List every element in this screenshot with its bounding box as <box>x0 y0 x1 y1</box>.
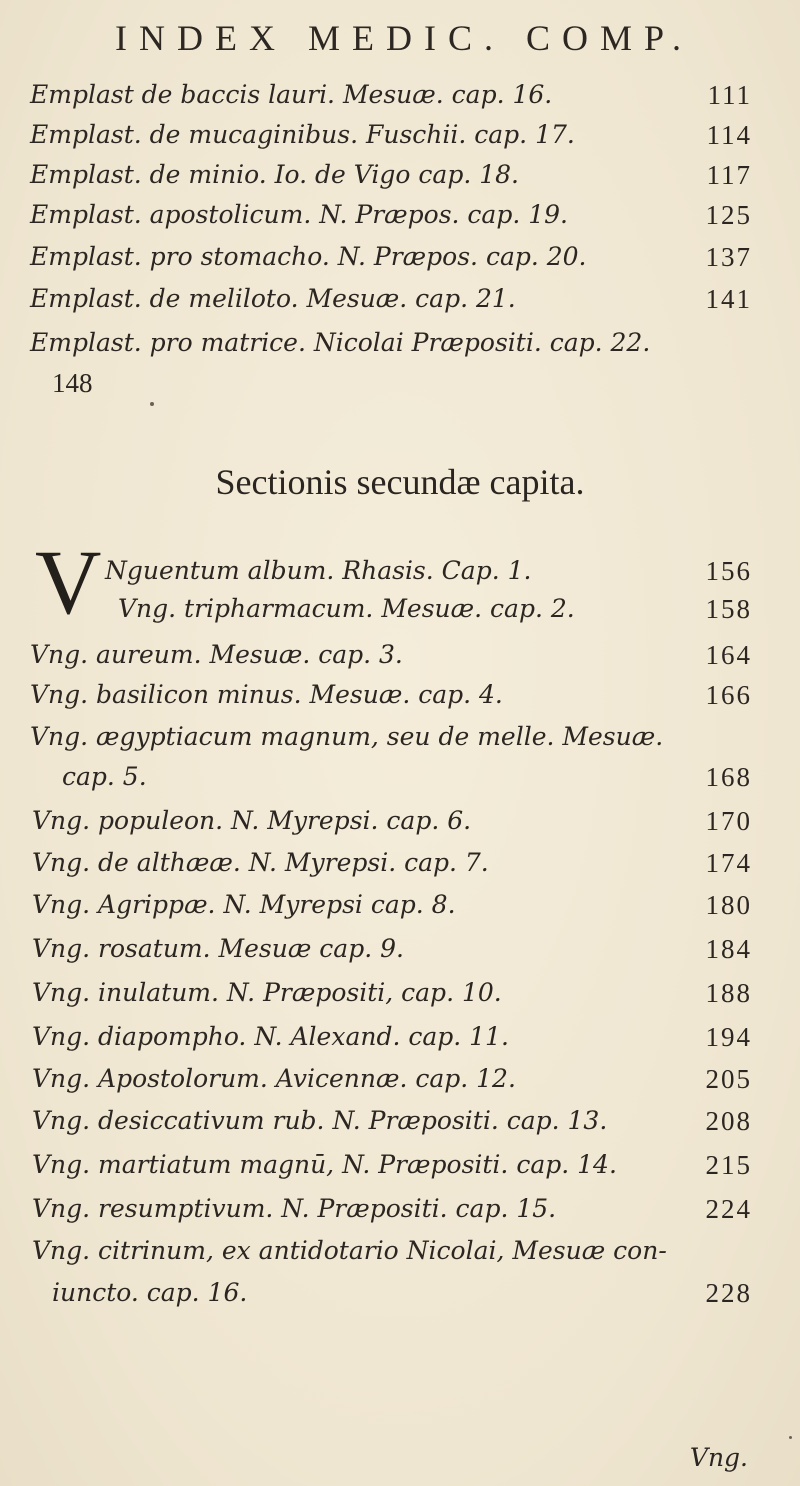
index-entry <box>0 76 800 116</box>
entry-text: Vng. resumptivum. N. Præpositi. cap. 15. <box>32 1194 557 1223</box>
page-number: 117 <box>706 160 752 190</box>
page-number: 141 <box>705 284 752 314</box>
entry-text: Vng. populeon. N. Myrepsi. cap. 6. <box>32 806 472 835</box>
index-entry <box>0 590 800 630</box>
ink-speck <box>150 402 154 406</box>
entry-text: Vng. ægyptiacum magnum, seu de melle. Mesuæ. <box>30 722 664 751</box>
page-number: 111 <box>707 80 752 110</box>
page-number: 125 <box>705 200 752 230</box>
page-number: 215 <box>705 1150 752 1180</box>
index-entry <box>0 1102 800 1142</box>
section-heading: Sectionis secundæ capita. <box>215 462 585 502</box>
page-number: 194 <box>705 1022 752 1052</box>
page-number: 205 <box>705 1064 752 1094</box>
index-entry <box>0 886 800 926</box>
page-number: 180 <box>705 890 752 920</box>
entry-text: Emplast. de mucaginibus. Fuschii. cap. 17. <box>30 120 575 149</box>
entry-text-continuation: cap. 5. <box>62 762 147 791</box>
index-entry <box>0 552 800 592</box>
page-number: 170 <box>705 806 752 836</box>
index-entry <box>0 1018 800 1058</box>
drop-cap-initial: V <box>35 531 102 633</box>
page-number: 228 <box>705 1278 752 1308</box>
index-entry <box>0 156 800 196</box>
index-entry <box>0 116 800 156</box>
index-entry <box>0 718 800 758</box>
entry-text: Vng. rosatum. Mesuæ cap. 9. <box>32 934 404 963</box>
entry-text: Vng. Agrippæ. N. Myrepsi cap. 8. <box>32 890 456 919</box>
index-entry <box>0 676 800 716</box>
entry-text: Vng. desiccativum rub. N. Præpositi. cap. 13. <box>32 1106 608 1135</box>
index-entry <box>0 1146 800 1186</box>
entry-text: Nguentum album. Rhasis. Cap. 1. <box>105 556 532 585</box>
entry-text: Vng. basilicon minus. Mesuæ. cap. 4. <box>30 680 503 709</box>
index-entry <box>0 844 800 884</box>
page-number: 156 <box>705 556 752 586</box>
entry-text-continuation: iuncto. cap. 16. <box>52 1278 248 1307</box>
entry-text: Emplast. de meliloto. Mesuæ. cap. 21. <box>30 284 516 313</box>
page-number: 148 <box>52 368 93 398</box>
entry-text: Vng. citrinum, ex antidotario Nicolai, Mesuæ con- <box>32 1236 667 1265</box>
running-head: INDEX MEDIC. COMP. <box>115 18 694 58</box>
entry-text: Emplast. pro stomacho. N. Præpos. cap. 20. <box>30 242 587 271</box>
entry-text: Vng. inulatum. N. Præpositi, cap. 10. <box>32 978 502 1007</box>
entry-text: Emplast. pro matrice. Nicolai Præpositi. cap. 22. <box>30 328 651 357</box>
catchword: Vng. <box>689 1443 748 1472</box>
page-number: 114 <box>706 120 752 150</box>
index-entry <box>0 802 800 842</box>
entry-text: Vng. de althææ. N. Myrepsi. cap. 7. <box>32 848 489 877</box>
entry-text: Vng. Apostolorum. Avicennæ. cap. 12. <box>32 1064 516 1093</box>
entry-text: Vng. diapompho. N. Alexand. cap. 11. <box>32 1022 509 1051</box>
page-number: 164 <box>705 640 752 670</box>
index-entry-continuation <box>0 364 800 404</box>
index-entry <box>0 974 800 1014</box>
page-number: 158 <box>705 594 752 624</box>
index-entry <box>0 324 800 364</box>
index-entry-continuation <box>0 758 800 798</box>
index-entry <box>0 196 800 236</box>
page-number: 137 <box>705 242 752 272</box>
index-entry <box>0 930 800 970</box>
entry-text: Vng. aureum. Mesuæ. cap. 3. <box>30 640 403 669</box>
index-entry <box>0 238 800 278</box>
entry-text: Emplast. de minio. Io. de Vigo cap. 18. <box>30 160 519 189</box>
index-entry <box>0 636 800 676</box>
page-number: 208 <box>705 1106 752 1136</box>
index-entry <box>0 280 800 320</box>
index-entry <box>0 1060 800 1100</box>
page-number: 184 <box>705 934 752 964</box>
page-number: 168 <box>705 762 752 792</box>
page-number: 166 <box>705 680 752 710</box>
index-entry <box>0 1232 800 1272</box>
entry-text: Vng. tripharmacum. Mesuæ. cap. 2. <box>118 594 575 623</box>
entry-text: Emplast de baccis lauri. Mesuæ. cap. 16. <box>30 80 553 109</box>
index-entry-continuation <box>0 1274 800 1314</box>
entry-text: Vng. martiatum magnū, N. Præpositi. cap. 14. <box>32 1150 617 1179</box>
page-number: 188 <box>705 978 752 1008</box>
entry-text: Emplast. apostolicum. N. Præpos. cap. 19. <box>30 200 568 229</box>
page-number: 224 <box>705 1194 752 1224</box>
ink-speck <box>789 1436 792 1439</box>
page-number: 174 <box>705 848 752 878</box>
index-entry <box>0 1190 800 1230</box>
